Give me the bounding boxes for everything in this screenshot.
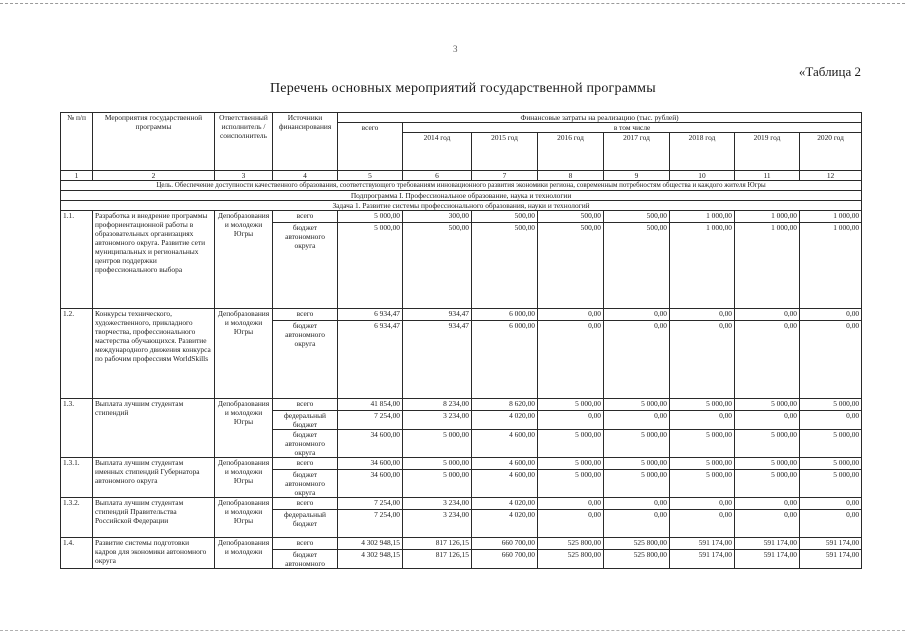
column-number: 1 (61, 171, 93, 181)
funding-source: бюджет автономного округа (273, 429, 338, 457)
amount-total: 4 302 948,15 (338, 549, 403, 568)
amount-year: 4 020,00 (472, 497, 538, 509)
amount-year: 0,00 (604, 308, 670, 320)
amount-year: 0,00 (800, 410, 862, 429)
amount-year: 525 800,00 (538, 549, 604, 568)
amount-year: 5 000,00 (735, 457, 800, 469)
item-name: Выплата лучшим студентам стипендий Правительства Российской Федерации (93, 497, 215, 537)
amount-year: 5 000,00 (670, 469, 735, 497)
column-number: 5 (338, 171, 403, 181)
amount-total: 34 600,00 (338, 457, 403, 469)
amount-total: 5 000,00 (338, 210, 403, 222)
amount-year: 5 000,00 (538, 457, 604, 469)
amount-year: 660 700,00 (472, 537, 538, 549)
amount-year: 0,00 (670, 497, 735, 509)
amount-year: 0,00 (538, 497, 604, 509)
amount-total: 7 254,00 (338, 509, 403, 537)
amount-year: 0,00 (735, 509, 800, 537)
scan-edge-top (0, 3, 905, 4)
item-number: 1.3.2. (61, 497, 93, 537)
column-number: 3 (215, 171, 273, 181)
amount-year: 5 000,00 (670, 429, 735, 457)
amount-year: 0,00 (800, 320, 862, 398)
amount-total: 6 934,47 (338, 308, 403, 320)
column-number: 9 (604, 171, 670, 181)
item-name: Разработка и внедрение программы профориентационной работы в образовательных организациях автономного округа. Развитие сети муниципальных и региональных центров поддержки профессионального выбора (93, 210, 215, 308)
table-row (61, 308, 862, 320)
amount-year: 4 020,00 (472, 509, 538, 537)
table-row (61, 210, 862, 222)
column-number: 8 (538, 171, 604, 181)
funding-source: бюджет автономного округа (273, 222, 338, 308)
amount-year: 0,00 (538, 308, 604, 320)
header-year-2019: 2019 год (735, 133, 800, 171)
header-year-2016: 2016 год (538, 133, 604, 171)
amount-year: 0,00 (604, 497, 670, 509)
amount-year: 1 000,00 (735, 210, 800, 222)
amount-year: 0,00 (604, 410, 670, 429)
amount-year: 5 000,00 (403, 469, 472, 497)
amount-year: 0,00 (538, 320, 604, 398)
column-number: 2 (93, 171, 215, 181)
amount-year: 5 000,00 (800, 429, 862, 457)
amount-year: 1 000,00 (800, 222, 862, 308)
item-number: 1.2. (61, 308, 93, 398)
amount-year: 934,47 (403, 320, 472, 398)
item-name: Развитие системы подготовки кадров для экономики автономного округа (93, 537, 215, 568)
item-number: 1.4. (61, 537, 93, 568)
item-responsible: Депобразования и молодежи (215, 537, 273, 568)
column-number-row (61, 171, 862, 181)
amount-year: 0,00 (735, 497, 800, 509)
table-row (61, 497, 862, 509)
amount-total: 7 254,00 (338, 410, 403, 429)
amount-year: 591 174,00 (670, 549, 735, 568)
amount-year: 5 000,00 (604, 398, 670, 410)
amount-year: 5 000,00 (800, 469, 862, 497)
amount-year: 500,00 (538, 210, 604, 222)
amount-total: 5 000,00 (338, 222, 403, 308)
amount-year: 0,00 (800, 497, 862, 509)
amount-year: 5 000,00 (800, 457, 862, 469)
subprogram-text: Подпрограмма I. Профессиональное образование, наука и технологии (61, 190, 862, 200)
page-number: 3 (453, 44, 458, 54)
amount-total: 6 934,47 (338, 320, 403, 398)
header-including: в том числе (403, 123, 862, 133)
goal-text: Цель. Обеспечение доступности качественного образования, соответствующего требованиям инновационного развития экономики региона, современным потребностям общества и каждого жителя Югры (61, 181, 862, 191)
item-responsible: Депобразования и молодежи Югры (215, 210, 273, 308)
funding-source: всего (273, 210, 338, 222)
amount-year: 0,00 (800, 509, 862, 537)
header-year-2020: 2020 год (800, 133, 862, 171)
amount-year: 0,00 (735, 410, 800, 429)
amount-year: 3 234,00 (403, 410, 472, 429)
amount-year: 4 600,00 (472, 469, 538, 497)
amount-total: 34 600,00 (338, 469, 403, 497)
amount-year: 1 000,00 (670, 222, 735, 308)
amount-year: 525 800,00 (604, 537, 670, 549)
amount-year: 5 000,00 (403, 429, 472, 457)
amount-year: 3 234,00 (403, 497, 472, 509)
amount-year: 0,00 (538, 410, 604, 429)
item-responsible: Депобразования и молодежи Югры (215, 457, 273, 497)
column-number: 11 (735, 171, 800, 181)
amount-year: 5 000,00 (670, 457, 735, 469)
amount-year: 6 000,00 (472, 308, 538, 320)
amount-year: 1 000,00 (800, 210, 862, 222)
funding-source: бюджет автономного округа (273, 320, 338, 398)
header-year-2014: 2014 год (403, 133, 472, 171)
column-number: 12 (800, 171, 862, 181)
item-number: 1.1. (61, 210, 93, 308)
amount-year: 300,00 (403, 210, 472, 222)
document-title: Перечень основных мероприятий государственной программы (270, 81, 656, 96)
amount-year: 525 800,00 (538, 537, 604, 549)
item-responsible: Депобразования и молодежи Югры (215, 497, 273, 537)
amount-year: 5 000,00 (604, 457, 670, 469)
amount-year: 5 000,00 (403, 457, 472, 469)
amount-total: 4 302 948,15 (338, 537, 403, 549)
item-number: 1.3. (61, 398, 93, 457)
header-costs: Финансовые затраты на реализацию (тыс. рублей) (338, 113, 862, 123)
item-responsible: Депобразования и молодежи Югры (215, 398, 273, 457)
amount-year: 500,00 (472, 222, 538, 308)
amount-year: 5 000,00 (604, 429, 670, 457)
amount-year: 934,47 (403, 308, 472, 320)
table-row (61, 457, 862, 469)
amount-year: 500,00 (403, 222, 472, 308)
amount-year: 4 020,00 (472, 410, 538, 429)
column-number: 10 (670, 171, 735, 181)
funding-source: федеральный бюджет (273, 509, 338, 537)
amount-year: 0,00 (670, 509, 735, 537)
header-total: всего (338, 123, 403, 171)
amount-year: 8 620,00 (472, 398, 538, 410)
amount-year: 0,00 (604, 509, 670, 537)
amount-year: 591 174,00 (735, 549, 800, 568)
amount-total: 7 254,00 (338, 497, 403, 509)
column-number: 7 (472, 171, 538, 181)
task-row (61, 200, 862, 210)
amount-year: 5 000,00 (735, 429, 800, 457)
goal-row (61, 181, 862, 191)
amount-year: 4 600,00 (472, 457, 538, 469)
amount-year: 0,00 (604, 320, 670, 398)
amount-year: 0,00 (538, 509, 604, 537)
funding-source: федеральный бюджет (273, 410, 338, 429)
amount-year: 5 000,00 (538, 469, 604, 497)
header-responsible: Ответственный исполнитель / соисполнитель (215, 113, 273, 171)
header-year-2015: 2015 год (472, 133, 538, 171)
funding-source: всего (273, 457, 338, 469)
table-row (61, 537, 862, 549)
amount-year: 817 126,15 (403, 537, 472, 549)
funding-source: всего (273, 398, 338, 410)
amount-year: 1 000,00 (670, 210, 735, 222)
amount-year: 817 126,15 (403, 549, 472, 568)
amount-year: 5 000,00 (670, 398, 735, 410)
item-name: Выплата лучшим студентам стипендий (93, 398, 215, 457)
amount-year: 591 174,00 (735, 537, 800, 549)
amount-year: 5 000,00 (735, 469, 800, 497)
amount-year: 4 600,00 (472, 429, 538, 457)
amount-year: 5 000,00 (538, 429, 604, 457)
header-year-2018: 2018 год (670, 133, 735, 171)
column-number: 6 (403, 171, 472, 181)
amount-year: 500,00 (604, 222, 670, 308)
scan-edge-bottom (0, 630, 905, 631)
item-name: Выплата лучшим студентам именных стипендий Губернатора автономного округа (93, 457, 215, 497)
amount-year: 8 234,00 (403, 398, 472, 410)
funding-source: всего (273, 537, 338, 549)
amount-year: 0,00 (670, 320, 735, 398)
task-text: Задача 1. Развитие системы профессионального образования, науки и технологий (61, 200, 862, 210)
amount-year: 500,00 (604, 210, 670, 222)
column-number: 4 (273, 171, 338, 181)
amount-year: 5 000,00 (800, 398, 862, 410)
funding-source: бюджет автономного округа (273, 469, 338, 497)
header-year-2017: 2017 год (604, 133, 670, 171)
funding-source: бюджет автономного (273, 549, 338, 568)
amount-year: 591 174,00 (670, 537, 735, 549)
amount-year: 1 000,00 (735, 222, 800, 308)
amount-year: 500,00 (472, 210, 538, 222)
amount-year: 591 174,00 (800, 537, 862, 549)
funding-source: всего (273, 308, 338, 320)
amount-year: 591 174,00 (800, 549, 862, 568)
header-event: Мероприятия государственной программы (93, 113, 215, 171)
amount-year: 5 000,00 (538, 398, 604, 410)
amount-year: 0,00 (670, 308, 735, 320)
amount-total: 34 600,00 (338, 429, 403, 457)
amount-year: 0,00 (670, 410, 735, 429)
amount-total: 41 854,00 (338, 398, 403, 410)
header-num: № п/п (61, 113, 93, 171)
header-source: Источники финансирования (273, 113, 338, 171)
programme-events-table (60, 112, 862, 569)
item-number: 1.3.1. (61, 457, 93, 497)
amount-year: 0,00 (735, 308, 800, 320)
table-row (61, 398, 862, 410)
amount-year: 500,00 (538, 222, 604, 308)
table-label: «Таблица 2 (798, 64, 861, 79)
item-responsible: Депобразования и молодежи Югры (215, 308, 273, 398)
amount-year: 0,00 (800, 308, 862, 320)
funding-source: всего (273, 497, 338, 509)
amount-year: 660 700,00 (472, 549, 538, 568)
amount-year: 6 000,00 (472, 320, 538, 398)
amount-year: 5 000,00 (604, 469, 670, 497)
item-name: Конкурсы технического, художественного, прикладного творчества, профессионального мастерства обучающихся. Развитие международного движения конкурса по рабочим профессиям WorldSkills (93, 308, 215, 398)
amount-year: 5 000,00 (735, 398, 800, 410)
amount-year: 525 800,00 (604, 549, 670, 568)
subprogram-row (61, 190, 862, 200)
amount-year: 0,00 (735, 320, 800, 398)
amount-year: 3 234,00 (403, 509, 472, 537)
